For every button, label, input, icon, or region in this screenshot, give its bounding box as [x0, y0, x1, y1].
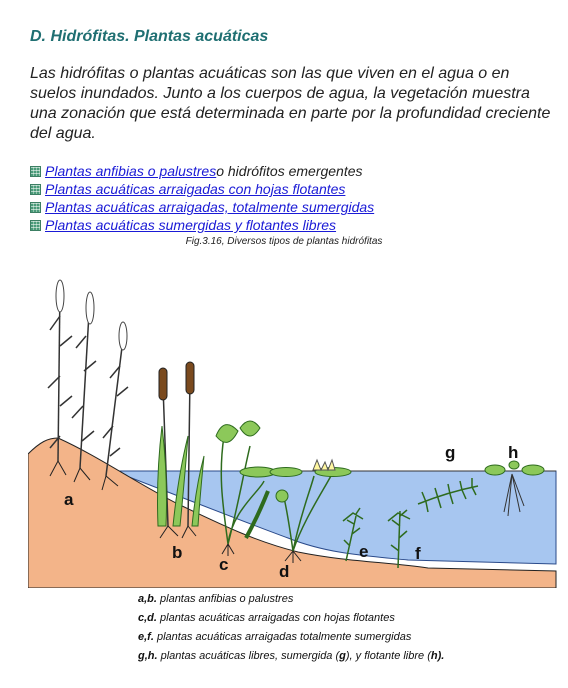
- link-totalmente-sumergidas[interactable]: Plantas acuáticas arraigadas, totalmente sumergidas: [45, 199, 375, 215]
- link-list: [30, 162, 374, 234]
- legend-key: a,b.: [138, 593, 157, 605]
- label-c: c: [219, 555, 229, 574]
- link-sumergidas-flotantes[interactable]: Plantas acuáticas sumergidas y flotantes libres: [45, 217, 337, 233]
- list-item: [30, 180, 374, 198]
- grid-bullet-icon: [30, 202, 41, 213]
- hydrophyte-illustration: [28, 276, 558, 588]
- label-e: e: [359, 542, 369, 561]
- section-heading: D. Hidrófitas. Plantas acuáticas: [30, 28, 269, 45]
- legend-key: g,h.: [138, 650, 158, 662]
- label-b: b: [172, 543, 183, 562]
- legend-text: plantas acuáticas libres, sumergida (: [157, 650, 340, 662]
- grid-bullet-icon: [30, 184, 41, 195]
- legend-text: plantas acuáticas arraigadas con hojas flotantes: [156, 612, 395, 624]
- label-h: h: [508, 443, 519, 462]
- cattail-plants-b: [158, 362, 205, 526]
- link-suffix: o hidrófitos emergentes: [216, 163, 363, 179]
- legend-text: plantas acuáticas arraigadas totalmente sumergidas: [153, 631, 412, 643]
- list-item: [30, 216, 374, 234]
- link-hojas-flotantes[interactable]: Plantas acuáticas arraigadas con hojas flotantes: [45, 181, 346, 197]
- legend-key-g: g: [339, 650, 346, 662]
- legend-key-h: h: [430, 650, 438, 662]
- legend-row: [138, 590, 444, 609]
- grid-bullet-icon: [30, 166, 41, 177]
- legend-key: e,f.: [138, 631, 154, 643]
- label-a: a: [64, 490, 74, 509]
- legend-row: [138, 609, 444, 628]
- grid-bullet-icon: [30, 220, 41, 231]
- legend-text: ).: [437, 650, 445, 662]
- label-d: d: [279, 562, 290, 581]
- list-item: [30, 198, 374, 216]
- link-plantas-anfibias[interactable]: Plantas anfibias o palustres: [45, 163, 217, 179]
- legend-text: ), y flotante libre (: [345, 650, 431, 662]
- legend-row: [138, 647, 444, 666]
- list-item: [30, 162, 374, 180]
- figure-caption: Fig.3.16, Diversos tipos de plantas hidrófitas: [185, 236, 383, 247]
- label-f: f: [415, 544, 421, 563]
- figure-legend: [138, 590, 444, 666]
- legend-text: plantas anfibias o palustres: [156, 593, 294, 605]
- legend-key: c,d.: [138, 612, 157, 624]
- intro-paragraph: Las hidrófitas o plantas acuáticas son las que viven en el agua o en suelos inundados. Junto a los cuerpos de agua, la vegetación muestra una zonación que está determinada en parte por la profundidad creciente del agua.: [30, 65, 551, 142]
- label-g: g: [445, 443, 456, 462]
- legend-row: [138, 628, 444, 647]
